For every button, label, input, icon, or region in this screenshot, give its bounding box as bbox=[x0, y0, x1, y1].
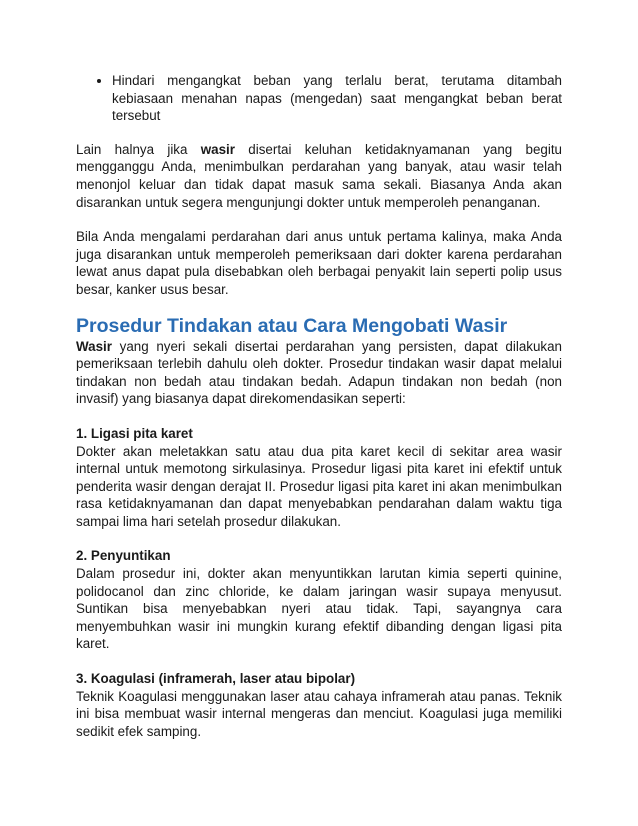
procedure-penyuntikan bbox=[76, 547, 562, 653]
bullet-list bbox=[76, 72, 562, 125]
para1-text-pre: Lain halnya jika bbox=[76, 141, 201, 157]
paragraph-intro bbox=[76, 338, 562, 408]
intro-text: yang nyeri sekali disertai perdarahan yang persisten, dapat dilakukan pemeriksaan terlebih dahulu oleh dokter. Prosedur tindakan wasir dapat melalui tindakan non bedah atau tindakan bedah. Adapun tindakan non bedah (non invasif) yang biasanya dapat direkomendasikan seperti: bbox=[76, 338, 562, 407]
bullet-item: • Hindari mengangkat beban yang terlalu berat, terutama ditambah kebiasaan menahan napas (mengedan) saat mengangkat beban berat tersebut bbox=[112, 72, 562, 125]
paragraph-wasir-complaints bbox=[76, 141, 562, 211]
para1-text-post: disertai keluhan ketidaknyamanan yang begitu mengganggu Anda, menimbulkan perdarahan yang banyak, atau wasir telah menonjol keluar dan tidak dapat masuk sama sekali. Biasanya Anda akan disarankan untuk segera mengunjungi dokter untuk memperoleh penanganan. bbox=[76, 141, 562, 210]
procedure-title: 2. Penyuntikan bbox=[76, 548, 171, 564]
paragraph-bleeding-advice: Bila Anda mengalami perdarahan dari anus untuk pertama kalinya, maka Anda juga disarankan untuk memperoleh pemeriksaan dari dokter karena perdarahan lewat anus dapat pula disebabkan oleh berbagai penyakit lain seperti polip usus besar, kanker usus besar. bbox=[76, 229, 562, 297]
procedure-text: Dokter akan meletakkan satu atau dua pita karet kecil di sekitar area wasir internal untuk memotong sirkulasinya. Prosedur ligasi pita karet ini efektif untuk penderita wasir dengan derajat II. Prosedur ligasi pita karet ini akan menimbulkan rasa ketidaknyamanan dan dapat menyebabkan pendarahan dalam waktu tiga sampai lima hari setelah prosedur dilakukan. bbox=[76, 443, 562, 529]
procedure-koagulasi bbox=[76, 670, 562, 740]
section-heading: Prosedur Tindakan atau Cara Mengobati Wasir bbox=[76, 314, 508, 337]
procedure-title: 3. Koagulasi (inframerah, laser atau bipolar) bbox=[76, 671, 356, 687]
para1-bold-term: wasir bbox=[200, 141, 235, 157]
procedure-text: Teknik Koagulasi menggunakan laser atau cahaya inframerah atau panas. Teknik ini bisa membuat wasir internal mengeras dan menciut. Koagulasi juga memiliki sedikit efek samping. bbox=[76, 688, 562, 739]
intro-bold-term: Wasir bbox=[76, 338, 112, 354]
procedure-text: Dalam prosedur ini, dokter akan menyuntikkan larutan kimia seperti quinine, polidocanol dan zinc chloride, ke dalam jaringan wasir supaya menyusut. Suntikan bisa menyebabkan nyeri atau tidak. Tapi, sayangnya cara menyembuhkan wasir ini mungkin kurang efektif dibanding dengan ligasi pita karet. bbox=[76, 566, 562, 652]
procedure-ligasi bbox=[76, 425, 562, 531]
procedure-title: 1. Ligasi pita karet bbox=[76, 425, 193, 441]
